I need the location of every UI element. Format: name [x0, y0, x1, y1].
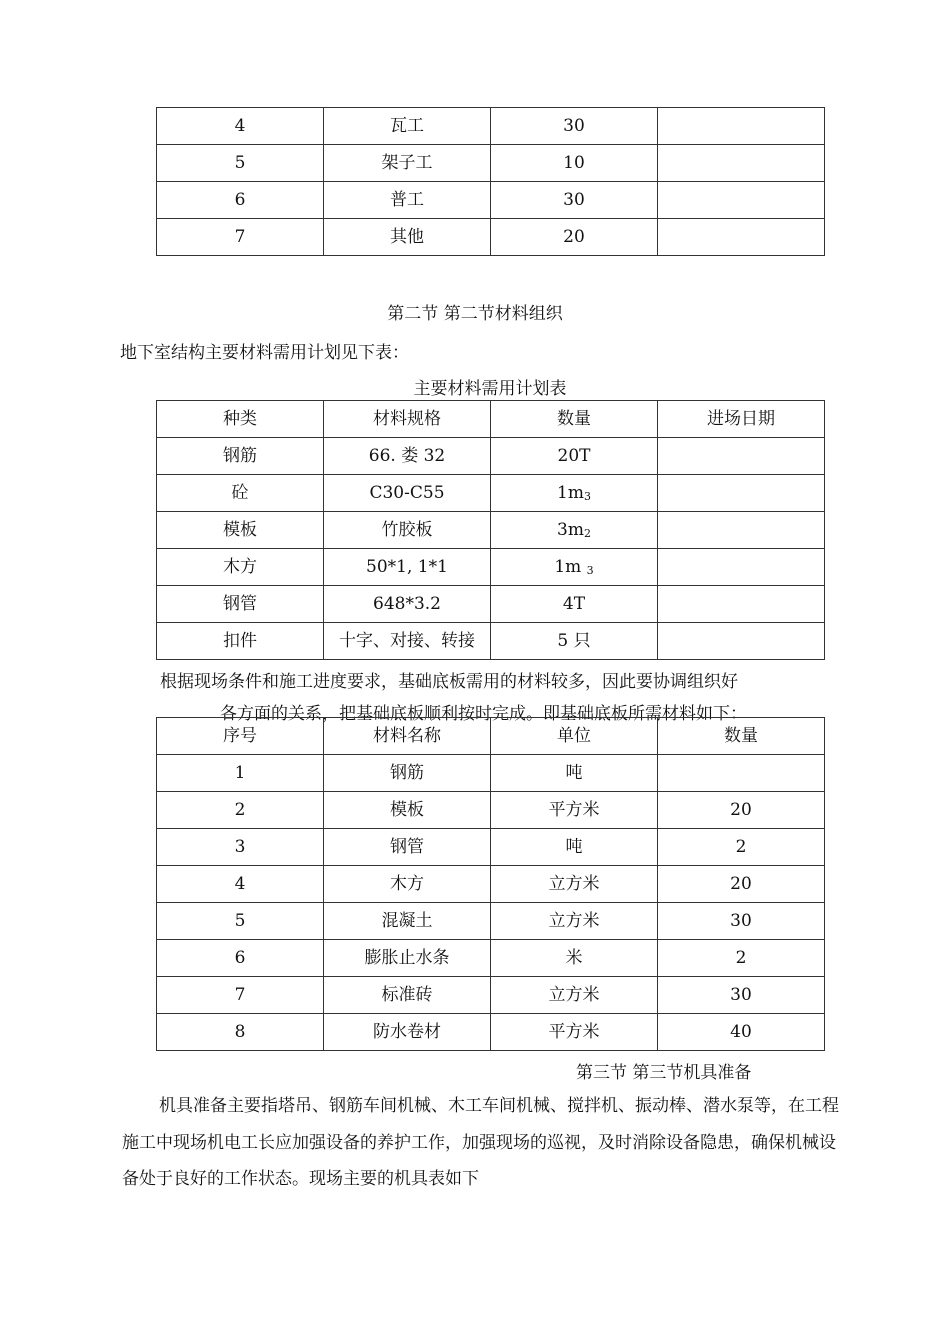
table-cell: 30 — [491, 182, 658, 219]
table-cell — [658, 586, 825, 623]
table-cell: 其他 — [324, 219, 491, 256]
table-cell: 4 — [157, 108, 324, 145]
table-cell — [491, 512, 658, 549]
column-header: 单位 — [491, 718, 658, 755]
table-cell: 2 — [658, 829, 825, 866]
table-cell: 木方 — [157, 549, 324, 586]
table-row — [157, 219, 825, 256]
column-header: 材料名称 — [324, 718, 491, 755]
unit-exponent: 2 — [583, 526, 591, 540]
table-cell — [658, 512, 825, 549]
base-materials-table — [156, 717, 825, 1051]
table-cell: 平方米 — [491, 1014, 658, 1051]
table-caption: 主要材料需用计划表 — [413, 379, 567, 399]
table-cell: 膨胀止水条 — [324, 940, 491, 977]
table-cell — [658, 438, 825, 475]
table-cell — [658, 755, 825, 792]
table-cell: 50*1, 1*1 — [324, 549, 491, 586]
table-cell — [658, 108, 825, 145]
table-cell: 十字、对接、转接 — [324, 623, 491, 660]
table-cell: 20 — [658, 866, 825, 903]
table-row — [157, 1014, 825, 1051]
table-cell — [491, 475, 658, 512]
table-cell: 2 — [658, 940, 825, 977]
quantity-value: 1m — [557, 482, 584, 503]
table-row — [157, 866, 825, 903]
table-cell: 8 — [157, 1014, 324, 1051]
table-cell: 吨 — [491, 829, 658, 866]
table-row — [157, 755, 825, 792]
table-cell: 吨 — [491, 755, 658, 792]
unit-exponent: 3 — [583, 489, 591, 503]
column-header: 种类 — [157, 401, 324, 438]
table-cell: 平方米 — [491, 792, 658, 829]
column-header: 序号 — [157, 718, 324, 755]
table-row — [157, 145, 825, 182]
table-cell: 40 — [658, 1014, 825, 1051]
section-heading: 第三节 第三节机具准备 — [576, 1063, 752, 1083]
column-header: 材料规格 — [324, 401, 491, 438]
table-cell: 扣件 — [157, 623, 324, 660]
tools-paragraph-line-3: 备处于良好的工作状态。现场主要的机具表如下 — [122, 1169, 479, 1189]
table-cell: 20 — [491, 219, 658, 256]
table-cell: 木方 — [324, 866, 491, 903]
table-row — [157, 792, 825, 829]
table-row — [157, 977, 825, 1014]
table-cell: 4T — [491, 586, 658, 623]
table-cell — [658, 623, 825, 660]
table-cell: 防水卷材 — [324, 1014, 491, 1051]
table-cell: 架子工 — [324, 145, 491, 182]
table-cell: 6 — [157, 182, 324, 219]
table-cell: 普工 — [324, 182, 491, 219]
table-cell: 7 — [157, 219, 324, 256]
table-header-row — [157, 718, 825, 755]
table-header-row — [157, 401, 825, 438]
table-cell: 5 只 — [491, 623, 658, 660]
quantity-value: 1m — [554, 556, 587, 577]
table-row — [157, 829, 825, 866]
table-cell: 钢管 — [157, 586, 324, 623]
table-row — [157, 903, 825, 940]
table-cell: 648*3.2 — [324, 586, 491, 623]
table-cell — [658, 549, 825, 586]
table-cell: 66. 娄 32 — [324, 438, 491, 475]
table-cell: 4 — [157, 866, 324, 903]
column-header: 进场日期 — [658, 401, 825, 438]
table-cell: 竹胶板 — [324, 512, 491, 549]
table-cell: C30-C55 — [324, 475, 491, 512]
table-cell: 立方米 — [491, 903, 658, 940]
tools-paragraph-line-2: 施工中现场机电工长应加强设备的养护工作，加强现场的巡视，及时消除设备隐患，确保机械设 — [122, 1133, 836, 1153]
table-cell: 钢管 — [324, 829, 491, 866]
table-cell: 20T — [491, 438, 658, 475]
table-cell: 6 — [157, 940, 324, 977]
table-cell: 5 — [157, 145, 324, 182]
unit-exponent: 3 — [586, 563, 594, 577]
table-cell: 30 — [658, 977, 825, 1014]
table-cell — [658, 145, 825, 182]
table-row — [157, 623, 825, 660]
table-cell: 1 — [157, 755, 324, 792]
table-row — [157, 182, 825, 219]
table-cell — [658, 219, 825, 256]
section-heading: 第二节 第二节材料组织 — [387, 304, 563, 324]
labor-table — [156, 107, 825, 256]
table-cell: 7 — [157, 977, 324, 1014]
table-cell: 砼 — [157, 475, 324, 512]
table-row — [157, 108, 825, 145]
table-row — [157, 438, 825, 475]
table-row — [157, 475, 825, 512]
table-row — [157, 512, 825, 549]
intro-paragraph: 地下室结构主要材料需用计划见下表： — [120, 343, 409, 363]
quantity-value: 3m — [557, 519, 584, 540]
table-row — [157, 586, 825, 623]
table-row — [157, 940, 825, 977]
table-cell: 混凝土 — [324, 903, 491, 940]
base-paragraph-line-1: 根据现场条件和施工进度要求，基础底板需用的材料较多，因此要协调组织好 — [160, 672, 738, 692]
table-cell: 30 — [658, 903, 825, 940]
table-cell — [491, 549, 658, 586]
table-cell: 20 — [658, 792, 825, 829]
table-cell: 10 — [491, 145, 658, 182]
table-cell: 立方米 — [491, 977, 658, 1014]
table-cell: 模板 — [157, 512, 324, 549]
table-cell: 3 — [157, 829, 324, 866]
table-cell: 米 — [491, 940, 658, 977]
tools-paragraph-line-1: 机具准备主要指塔吊、钢筋车间机械、木工车间机械、搅拌机、振动棒、潜水泵等，在工程 — [159, 1096, 839, 1116]
table-cell: 钢筋 — [157, 438, 324, 475]
table-cell: 2 — [157, 792, 324, 829]
table-cell — [658, 475, 825, 512]
table-cell: 5 — [157, 903, 324, 940]
materials-plan-table — [156, 400, 825, 660]
table-cell: 30 — [491, 108, 658, 145]
column-header: 数量 — [491, 401, 658, 438]
table-row — [157, 549, 825, 586]
table-cell — [658, 182, 825, 219]
table-cell: 模板 — [324, 792, 491, 829]
table-cell: 瓦工 — [324, 108, 491, 145]
column-header: 数量 — [658, 718, 825, 755]
table-cell: 标准砖 — [324, 977, 491, 1014]
base-paragraph-line-2: 各方面的关系，把基础底板顺利按时完成。即基础底板所需材料如下： — [220, 704, 747, 724]
table-cell: 钢筋 — [324, 755, 491, 792]
table-cell: 立方米 — [491, 866, 658, 903]
